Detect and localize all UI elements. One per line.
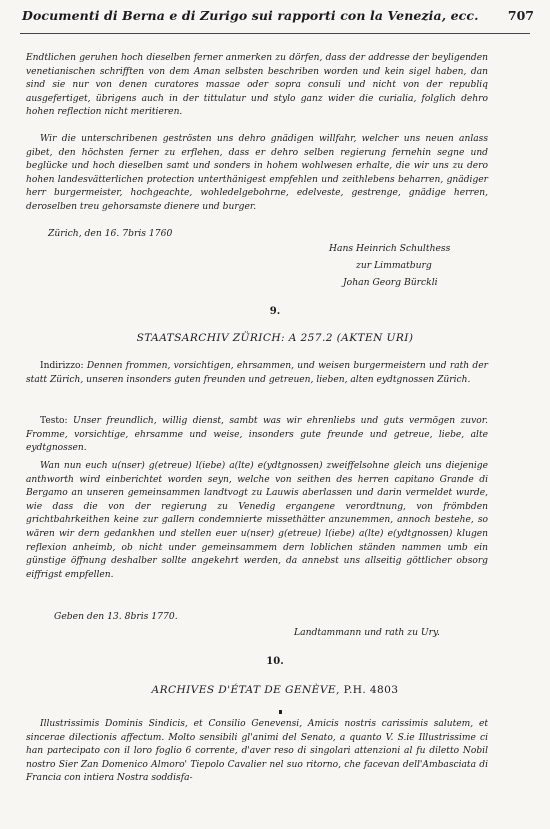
letter1-paragraph-1: Endtlichen geruhen hoch dieselben ferner anmerken zu dörfen, dass der addresse der beyligenden venetianischen schrifften von dem Aman selbsten beschriben worden und kein sigel haben, dan sind sie nur von denen curatores massae oder sopra consuli und nicht von der republiq ausgefertiget, übrigens auch in der tittulatur und stylo ganz wider die curialia, folglich dehro hohen reflection nicht meritieren. — [26, 53, 488, 118]
running-header — [22, 8, 534, 23]
section-9-indirizzo — [26, 360, 488, 387]
signature-line-2: zur Limmatburg — [356, 260, 432, 271]
testo-text: Unser freundlich, willig dienst, sambt was wir ehrenliebs und guts vermögen zuvor. Fromme, vorsichtige, ehrsamme und weise, insonders gute freunde und getreue, liebe, alte eydtgnossen. — [26, 416, 488, 454]
section-9-date: Geben den 13. 8bris 1770. — [54, 611, 178, 622]
indirizzo-label: Indirizzo: — [40, 361, 84, 371]
insertion-mark — [279, 710, 282, 714]
testo-label: Testo: — [40, 416, 68, 426]
section-9-archive-heading: STAATSARCHIV ZÜRICH: A 257.2 (AKTEN URI) — [136, 332, 414, 344]
section-9-signature: Landtammann und rath zu Ury. — [294, 627, 440, 638]
section-9-number: 9. — [269, 306, 281, 317]
header-rule — [20, 33, 530, 34]
archive-reference: P.H. 4803 — [343, 684, 399, 696]
section-9-testo — [26, 415, 488, 456]
page-number: 707 — [507, 8, 534, 23]
section-10-number: 10. — [266, 656, 284, 667]
section-10-archive-heading — [0, 684, 550, 696]
running-title: Documenti di Berna e di Zurigo sui rapporti con la Venezia, ecc. — [22, 8, 479, 23]
letter1-paragraph-2: Wir die unterschribenen geströsten uns dehro gnädigen willfahr, welcher uns neuen anlass gibet, den höchsten ferner zu erflehen, dass er dehro selben regierung fernehin segne und beglücke und hoch dieselben samt und sonders in hohem wohlwesen erhalte, die wir uns zu dero hohen landesvätterlichen protection unterthänigest empfehlen und zeithlebens beharren, gnädiger herr burgermeister, hochgeachte, wohledelgebohrne, edelveste, gestrenge, gnädige herren, deroselben treu gehorsamste dienere und burger. — [26, 134, 488, 212]
indirizzo-text: Dennen frommen, vorsichtigen, ehrsammen, und weisen burgermeistern und rath der statt Zürich, unseren insonders guten freunden und getreuen, lieben, alten eydtgnossen Zürich. — [26, 361, 488, 385]
letter1-date: Zürich, den 16. 7bris 1760 — [48, 228, 173, 239]
section-10-body: Illustrissimis Dominis Sindicis, et Consilio Genevensi, Amicis nostris carissimis salutem, et sincerae dilectionis affectum. Molto sensibili gl'animi del Senato, a quanto V. S.ie Illustrissime ci han partecipato con il loro foglio 6 corrente, d'aver reso di singolari attenzioni al fu diletto Nobil nostro Sier Zan Domenico Almoro' Tiepolo Cavalier nel suo ritorno, che facevan dell'Ambasciata di Francia con intiera Nostra soddisfa- — [26, 719, 488, 784]
archive-name: ARCHIVES D'ÉTAT DE GENÈVE, — [151, 684, 340, 696]
section-9-body: Wan nun euch u(nser) g(etreue) l(iebe) a(lte) e(ydtgnossen) zweiffelsohne gleich uns diejenige anthworth wird einberichtet worden seyn, welche von seithen des herren capitano Grande di Bergamo an unseren gemeinsammen landtvogt zu Lauwis aberlassen und darin vermeldet wurde, wie dass die von der regierung zu Venedig ergangene verordtnung, von frömbden grichtbahrkeithen keine zur gallern condemnierte missethätter anzunemmen, annoch bestehe, so wären wir dern gedankhen und stellen euer u(nser) g(etreue) l(iebe) a(lte) e(ydtgnossen) klugen reflexion anheimb, ob nicht under gemeinsammem dern loblichen ständen nammen umb ein günstige öffnung deshalber sollte angekehrt werden, da annebst uns allseitig göttlicher obsorg eiffrigst empfellen. — [26, 461, 488, 580]
signature-line-3: Johan Georg Bürckli — [343, 277, 438, 288]
signature-line-1: Hans Heinrich Schulthess — [329, 243, 451, 254]
